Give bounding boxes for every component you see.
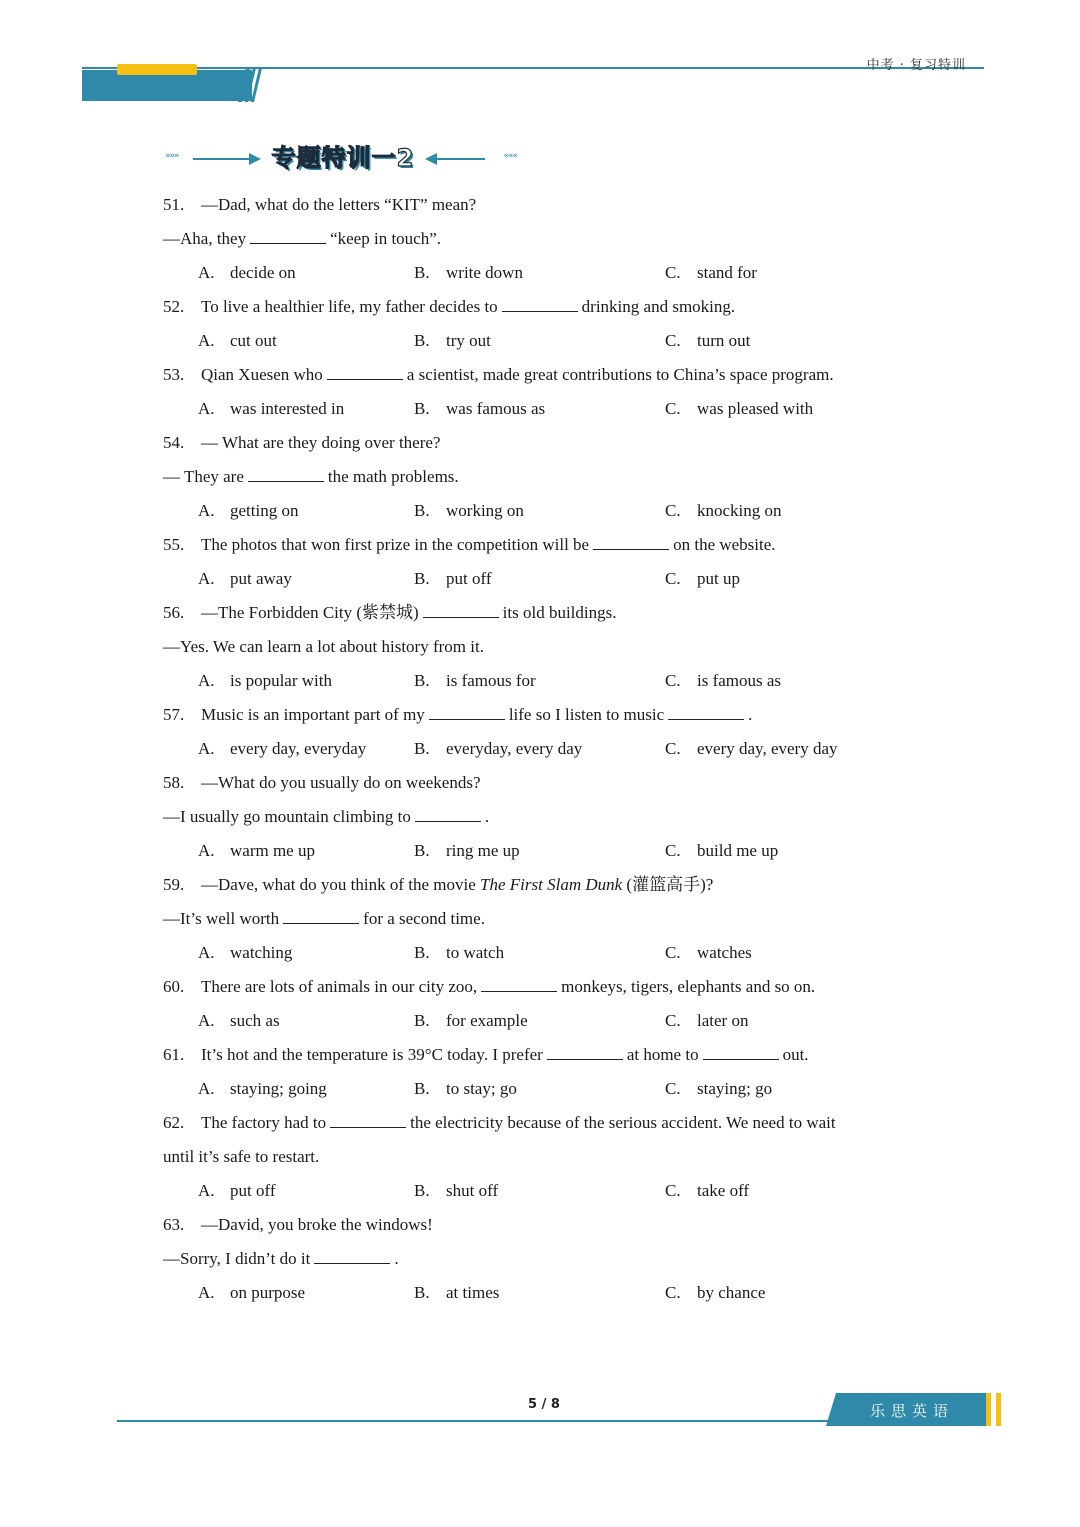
option-a: A. put off — [198, 1181, 276, 1200]
option-c: C. put up — [665, 569, 740, 588]
option-a: A. watching — [198, 943, 293, 962]
option-b: B. for example — [414, 1011, 528, 1030]
option-row — [163, 1278, 923, 1312]
option-a: A. warm me up — [198, 841, 315, 860]
question-stem: 52. To live a healthier life, my father decides to drinking and smoking. — [163, 297, 736, 316]
option-a: A. such as — [198, 1011, 280, 1030]
question-stem: 61. It’s hot and the temperature is 39°C today. I prefer at home to out. — [163, 1045, 809, 1064]
header-stripes-icon — [236, 68, 268, 102]
option-row — [163, 258, 923, 292]
option-c: C. build me up — [665, 841, 779, 860]
question-reply: —Yes. We can learn a lot about history from it. — [163, 637, 484, 656]
option-c: C. watches — [665, 943, 752, 962]
option-b: B. to stay; go — [414, 1079, 517, 1098]
option-row — [163, 836, 923, 870]
option-a: A. on purpose — [198, 1283, 306, 1302]
banner-arrows-right: ««« — [503, 151, 517, 161]
movie-title: The First Slam Dunk — [480, 875, 623, 894]
question-stem: 57. Music is an important part of my life so I listen to music . — [163, 705, 753, 724]
question-reply: —Aha, they “keep in touch”. — [163, 229, 442, 248]
question-reply: — They are the math problems. — [163, 467, 459, 486]
option-b: B. put off — [414, 569, 492, 588]
option-c: C. turn out — [665, 331, 751, 350]
question-stem: 60. There are lots of animals in our city zoo, monkeys, tigers, elephants and so on. — [163, 977, 816, 996]
footer-yellow-bar — [986, 1393, 991, 1426]
option-row — [163, 666, 923, 700]
question-stem: 51. —Dad, what do the letters “KIT” mean? — [163, 195, 477, 214]
option-c: C. was pleased with — [665, 399, 814, 418]
option-c: C. by chance — [665, 1283, 766, 1302]
option-b: B. to watch — [414, 943, 505, 962]
section-banner — [165, 140, 525, 178]
footer-brand: 乐思英语 — [870, 1402, 955, 1420]
option-c: C. stand for — [665, 263, 757, 282]
option-row — [163, 394, 923, 428]
option-a: A. was interested in — [198, 399, 345, 418]
question-stem: 53. Qian Xuesen who a scientist, made great contributions to China’s space program. — [163, 365, 834, 384]
option-a: A. staying; going — [198, 1079, 327, 1098]
option-b: B. at times — [414, 1283, 500, 1302]
option-b: B. ring me up — [414, 841, 520, 860]
option-a: A. every day, everyday — [198, 739, 367, 758]
option-b: B. shut off — [414, 1181, 499, 1200]
option-b: B. everyday, every day — [414, 739, 583, 758]
option-a: A. cut out — [198, 331, 277, 350]
question-list — [163, 190, 923, 1312]
option-row — [163, 734, 923, 768]
section-title: 专题特训一2 — [271, 144, 415, 172]
header-subject: 中考 · 复习特训 — [866, 58, 966, 73]
option-b: B. is famous for — [414, 671, 536, 690]
option-row — [163, 1006, 923, 1040]
page-number: 5 / 8 — [528, 1397, 560, 1412]
header-rule — [82, 67, 984, 69]
question-reply: —It’s well worth for a second time. — [163, 909, 485, 928]
question-stem: 56. —The Forbidden City (紫禁城) its old buildings. — [163, 603, 617, 622]
option-a: A. decide on — [198, 263, 296, 282]
question-stem: 63. —David, you broke the windows! — [163, 1215, 433, 1234]
question-stem: 58. —What do you usually do on weekends? — [163, 773, 481, 792]
footer-rule — [117, 1420, 837, 1422]
option-b: B. working on — [414, 501, 524, 520]
option-b: B. try out — [414, 331, 491, 350]
option-row — [163, 326, 923, 360]
question-reply: —I usually go mountain climbing to . — [163, 807, 490, 826]
footer-yellow-bar — [996, 1393, 1001, 1426]
option-c: C. knocking on — [665, 501, 782, 520]
option-c: C. staying; go — [665, 1079, 773, 1098]
question-stem: 59. —Dave, what do you think of the movie The First Slam Dunk (灌篮高手)? — [163, 875, 714, 894]
option-c: C. every day, every day — [665, 739, 838, 758]
option-a: A. is popular with — [198, 671, 332, 690]
option-c: C. later on — [665, 1011, 749, 1030]
option-row — [163, 1074, 923, 1108]
question-continuation: until it’s safe to restart. — [163, 1147, 320, 1166]
option-a: A. getting on — [198, 501, 299, 520]
option-row — [163, 938, 923, 972]
option-row — [163, 564, 923, 598]
question-reply: —Sorry, I didn’t do it . — [163, 1249, 399, 1268]
option-b: B. write down — [414, 263, 523, 282]
option-c: C. is famous as — [665, 671, 782, 690]
option-row — [163, 1176, 923, 1210]
question-stem: 62. The factory had to the electricity because of the serious accident. We need to wait — [163, 1113, 836, 1132]
option-b: B. was famous as — [414, 399, 546, 418]
option-c: C. take off — [665, 1181, 750, 1200]
question-stem: 55. The photos that won first prize in the competition will be on the website. — [163, 535, 776, 554]
banner-arrows-left: »»» — [165, 151, 179, 161]
option-row — [163, 496, 923, 530]
header-yellow-tab — [117, 64, 197, 75]
question-stem: 54. — What are they doing over there? — [163, 433, 441, 452]
option-a: A. put away — [198, 569, 292, 588]
